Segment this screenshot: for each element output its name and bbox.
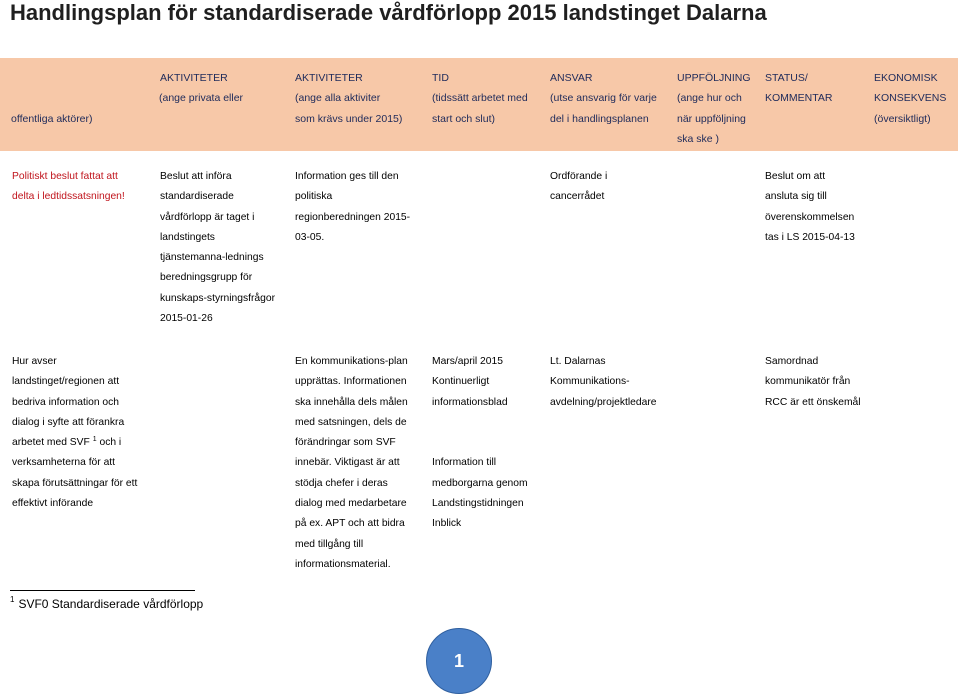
footnote-text: SVF0 Standardiserade vårdförlopp — [18, 597, 204, 611]
cell-line: stödja chefer i deras — [295, 477, 388, 489]
cell-line: 03-05. — [295, 231, 325, 243]
footnote-number: 1 — [10, 595, 15, 604]
cell-line — [432, 413, 528, 433]
row2-col4 — [432, 352, 528, 535]
cell-line: landstinget/regionen att — [12, 376, 120, 388]
header-text: ska ske ) — [677, 132, 720, 145]
header-text: (utse ansvarig för varje — [550, 92, 657, 105]
cell-line: överenskommelsen — [765, 211, 855, 223]
cell-line: cancerrådet — [550, 191, 605, 203]
cell-line: kunskaps-styrningsfrågor — [160, 292, 276, 304]
header-col-4 — [550, 68, 657, 129]
footnote-ref[interactable]: 1 — [92, 436, 97, 444]
header-text: (tidssätt arbetet med — [432, 92, 528, 105]
cell-line: med tillgång till — [295, 538, 364, 550]
cell-line-with-footnote — [12, 433, 137, 453]
header-col-5 — [677, 68, 751, 149]
cell-line: Mars/april 2015 — [432, 356, 503, 367]
cell-line: Samordnad — [765, 356, 819, 367]
cell-line: vårdförlopp är taget i — [160, 211, 255, 223]
row2-col1 — [12, 352, 137, 514]
header-text: KOMMENTAR — [765, 92, 833, 105]
cell-line: på ex. APT och att bidra — [295, 518, 405, 530]
header-text: TID — [432, 72, 449, 84]
cell-line: dialog med medarbetare — [295, 498, 407, 510]
header-text: start och slut) — [432, 112, 496, 125]
cell-line: landstingets — [160, 231, 215, 243]
cell-line: dialog i syfte att förankra — [12, 416, 125, 428]
page-title: Handlingsplan för standardiserade vårdförlopp 2015 landstinget Dalarna — [10, 0, 767, 25]
header-text: AKTIVITETER — [160, 72, 228, 84]
page-number-badge — [426, 628, 492, 694]
cell-line: informationsblad — [432, 396, 508, 408]
cell-line: Ordförande i — [550, 171, 608, 182]
footnote-separator — [10, 590, 195, 591]
cell-line — [432, 433, 528, 453]
cell-line: Landstingstidningen — [432, 498, 524, 510]
cell-line: ska innehålla dels målen — [295, 396, 408, 408]
header-text: (ange alla aktiviter — [295, 92, 381, 105]
header-col-2 — [295, 68, 402, 129]
header-col-1 — [11, 68, 244, 129]
cell-line: Kontinuerligt — [432, 376, 490, 388]
header-text: offentliga aktörer) — [11, 112, 93, 125]
header-text: KONSEKVENS — [874, 92, 947, 105]
cell-line: 2015-01-26 — [160, 313, 213, 325]
cell-line: informationsmaterial. — [295, 558, 391, 570]
page-number: 1 — [453, 650, 464, 671]
cell-line: politiska — [295, 191, 333, 203]
cell-line: delta i ledtidssatsningen! — [12, 191, 125, 203]
header-text: (översiktligt) — [874, 112, 931, 125]
header-col-6 — [765, 68, 832, 109]
cell-line: regionberedningen 2015- — [295, 211, 411, 223]
cell-line: tjänstemanna-lednings — [160, 252, 264, 264]
footnote — [10, 597, 203, 611]
cell-line: verksamheterna för att — [12, 457, 116, 469]
header-text: STATUS/ — [765, 72, 808, 84]
cell-line: Information till — [432, 457, 497, 469]
header-text: som krävs under 2015) — [295, 112, 403, 125]
row1-col1 — [12, 167, 125, 208]
cell-line: ansluta sig till — [765, 191, 827, 203]
cell-line: Beslut om att — [765, 171, 826, 182]
header-text: (ange privata eller — [159, 92, 244, 105]
header-text: del i handlingsplanen — [550, 112, 649, 125]
row2-col5 — [550, 352, 656, 413]
cell-line: effektivt införande — [12, 498, 94, 510]
row1-col5 — [550, 167, 607, 208]
table-header — [0, 58, 958, 151]
row1-col6 — [765, 167, 855, 248]
row1-col3 — [295, 167, 410, 248]
cell-line: kommunikatör från — [765, 376, 851, 388]
cell-line: Information ges till den — [295, 171, 399, 182]
cell-line: bedriva information och — [12, 396, 120, 408]
cell-line: skapa förutsättningar för ett — [12, 477, 138, 489]
cell-line: med satsningen, dels de — [295, 416, 407, 428]
cell-line: medborgarna genom — [432, 477, 528, 489]
cell-line: standardiserade — [160, 191, 234, 203]
cell-line: En kommunikations-plan — [295, 356, 408, 367]
header-text: AKTIVITETER — [295, 72, 363, 84]
cell-text: och i — [96, 437, 122, 449]
header-col-7 — [874, 68, 946, 129]
cell-line: Inblick — [432, 518, 462, 530]
header-text: UPPFÖLJNING — [677, 72, 751, 84]
cell-line: Lt. Dalarnas — [550, 356, 606, 367]
cell-line: RCC är ett önskemål — [765, 396, 861, 408]
row1-col2 — [160, 167, 275, 329]
header-text: när uppföljning — [677, 112, 746, 125]
cell-line: förändringar som SVF — [295, 437, 396, 449]
cell-line: innebär. Viktigast är att — [295, 457, 400, 469]
cell-text: arbetet med SVF — [12, 437, 93, 449]
header-text: ANSVAR — [550, 72, 593, 84]
cell-line: Politiskt beslut fattat att — [12, 171, 118, 182]
cell-line: upprättas. Informationen — [295, 376, 407, 388]
cell-line: Hur avser — [12, 356, 57, 367]
header-col-3 — [432, 68, 528, 129]
cell-line: Kommunikations- — [550, 376, 630, 388]
cell-line: Beslut att införa — [160, 171, 232, 182]
cell-line: avdelning/projektledare — [550, 396, 657, 408]
row2-col3 — [295, 352, 408, 575]
header-text: EKONOMISK — [874, 72, 938, 84]
cell-line: tas i LS 2015-04-13 — [765, 231, 855, 243]
header-text: (ange hur och — [677, 92, 742, 105]
row2-col6 — [765, 352, 861, 413]
cell-line: beredningsgrupp för — [160, 272, 253, 284]
